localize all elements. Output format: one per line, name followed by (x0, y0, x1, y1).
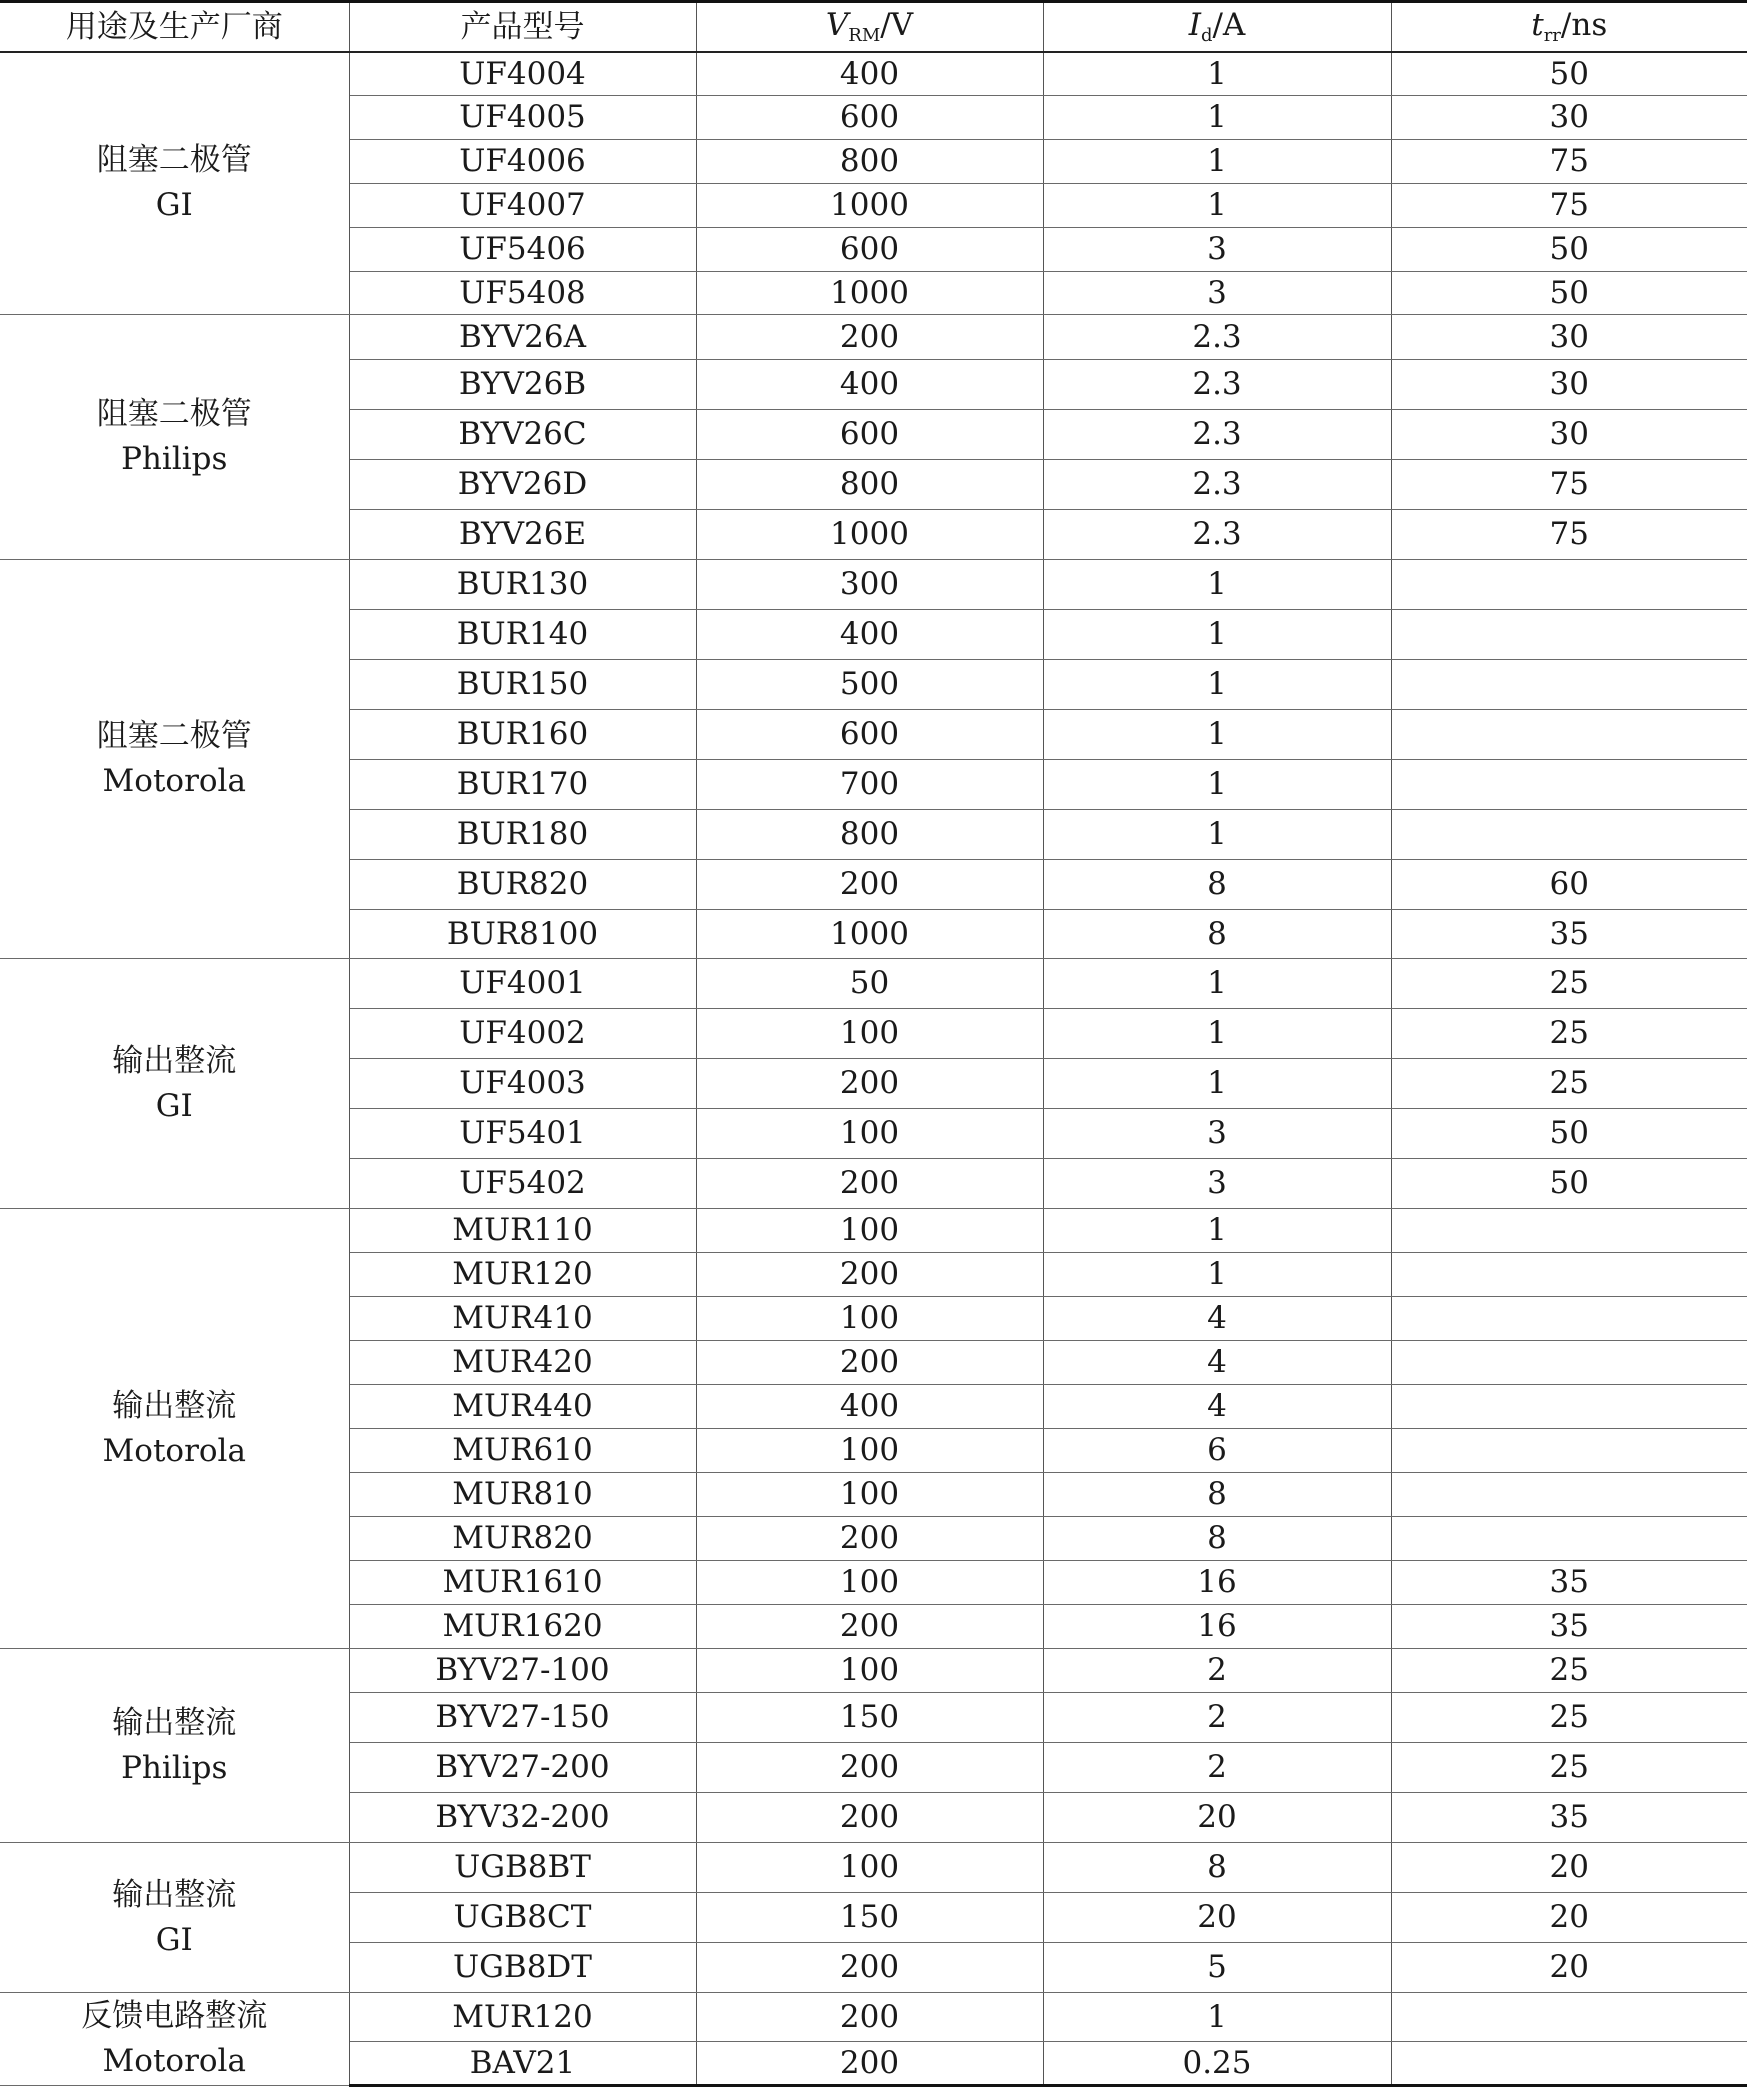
cell-id: 3 (1043, 272, 1391, 315)
header-model: 产品型号 (349, 2, 696, 52)
cell-vrm: 100 (696, 1109, 1043, 1159)
cell-id: 1 (1043, 810, 1391, 860)
group-purpose: 输出整流 (112, 1704, 237, 1741)
cell-vrm: 200 (696, 1793, 1043, 1843)
cell-trr (1391, 1385, 1747, 1429)
cell-model: MUR1610 (349, 1561, 696, 1605)
cell-model: MUR120 (349, 1253, 696, 1297)
cell-model: BYV27-200 (349, 1743, 696, 1793)
cell-trr: 50 (1391, 52, 1747, 96)
table-row (0, 1209, 1747, 1253)
cell-vrm: 500 (696, 660, 1043, 710)
cell-trr: 50 (1391, 228, 1747, 272)
cell-vrm: 100 (696, 1561, 1043, 1605)
cell-id: 1 (1043, 959, 1391, 1009)
group-maker: Philips (121, 441, 228, 477)
cell-vrm: 100 (696, 1297, 1043, 1341)
cell-vrm: 200 (696, 1253, 1043, 1297)
table-row (0, 315, 1747, 360)
cell-trr: 20 (1391, 1893, 1747, 1943)
cell-model: UF5408 (349, 272, 696, 315)
cell-trr (1391, 1473, 1747, 1517)
cell-id: 8 (1043, 860, 1391, 910)
cell-vrm: 100 (696, 1429, 1043, 1473)
group-purpose: 输出整流 (112, 1876, 237, 1913)
cell-id: 16 (1043, 1605, 1391, 1649)
cell-trr: 35 (1391, 1561, 1747, 1605)
group-cell (0, 1843, 349, 1993)
cell-trr: 30 (1391, 410, 1747, 460)
cell-vrm: 1000 (696, 910, 1043, 959)
group-purpose: 阻塞二极管 (96, 142, 252, 179)
cell-model: UF4004 (349, 52, 696, 96)
cell-model: BUR8100 (349, 910, 696, 959)
cell-model: BYV26E (349, 510, 696, 560)
cell-vrm: 800 (696, 140, 1043, 184)
cell-model: MUR110 (349, 1209, 696, 1253)
cell-id: 1 (1043, 1059, 1391, 1109)
cell-model: MUR1620 (349, 1605, 696, 1649)
cell-id: 2.3 (1043, 360, 1391, 410)
id-subscript: d (1200, 24, 1213, 46)
cell-id: 2.3 (1043, 410, 1391, 460)
cell-id: 4 (1043, 1341, 1391, 1385)
cell-id: 20 (1043, 1793, 1391, 1843)
group-maker: Motorola (102, 2043, 246, 2079)
cell-id: 2 (1043, 1649, 1391, 1693)
cell-trr (1391, 1341, 1747, 1385)
cell-vrm: 1000 (696, 510, 1043, 560)
table-row (0, 560, 1747, 610)
cell-id: 1 (1043, 760, 1391, 810)
cell-vrm: 200 (696, 1159, 1043, 1209)
cell-vrm: 600 (696, 410, 1043, 460)
group-cell (0, 1993, 349, 2086)
cell-id: 6 (1043, 1429, 1391, 1473)
cell-trr: 75 (1391, 460, 1747, 510)
cell-trr: 75 (1391, 184, 1747, 228)
cell-id: 3 (1043, 228, 1391, 272)
cell-id: 1 (1043, 140, 1391, 184)
table-row (0, 1649, 1747, 1693)
cell-id: 8 (1043, 1517, 1391, 1561)
cell-vrm: 700 (696, 760, 1043, 810)
cell-vrm: 200 (696, 315, 1043, 360)
cell-vrm: 400 (696, 1385, 1043, 1429)
cell-model: BUR180 (349, 810, 696, 860)
group-cell (0, 1649, 349, 1843)
group-cell (0, 560, 349, 959)
cell-id: 3 (1043, 1159, 1391, 1209)
cell-model: UF4001 (349, 959, 696, 1009)
cell-trr: 25 (1391, 1693, 1747, 1743)
header-id (1043, 2, 1391, 52)
cell-model: UF4007 (349, 184, 696, 228)
header-vrm (696, 2, 1043, 52)
cell-model: BUR140 (349, 610, 696, 660)
cell-vrm: 100 (696, 1473, 1043, 1517)
cell-vrm: 600 (696, 96, 1043, 140)
cell-model: MUR420 (349, 1341, 696, 1385)
cell-trr: 75 (1391, 140, 1747, 184)
cell-trr (1391, 660, 1747, 710)
cell-model: MUR810 (349, 1473, 696, 1517)
cell-vrm: 200 (696, 1943, 1043, 1993)
cell-model: BYV32-200 (349, 1793, 696, 1843)
cell-model: MUR440 (349, 1385, 696, 1429)
cell-id: 1 (1043, 710, 1391, 760)
cell-id: 1 (1043, 1993, 1391, 2042)
table-row (0, 1843, 1747, 1893)
cell-model: MUR120 (349, 1993, 696, 2042)
cell-trr: 30 (1391, 96, 1747, 140)
cell-vrm: 200 (696, 1605, 1043, 1649)
cell-id: 4 (1043, 1385, 1391, 1429)
cell-trr: 20 (1391, 1843, 1747, 1893)
vrm-unit: /V (880, 6, 914, 43)
cell-trr: 35 (1391, 910, 1747, 959)
cell-model: UGB8BT (349, 1843, 696, 1893)
cell-id: 2.3 (1043, 460, 1391, 510)
cell-model: BUR170 (349, 760, 696, 810)
cell-id: 20 (1043, 1893, 1391, 1943)
group-cell (0, 959, 349, 1209)
cell-trr: 25 (1391, 1009, 1747, 1059)
cell-model: BYV27-150 (349, 1693, 696, 1743)
header-purpose-maker: 用途及生产厂商 (0, 2, 349, 52)
cell-model: UGB8DT (349, 1943, 696, 1993)
cell-id: 0.25 (1043, 2042, 1391, 2086)
cell-model: UF4005 (349, 96, 696, 140)
cell-model: MUR820 (349, 1517, 696, 1561)
cell-trr (1391, 710, 1747, 760)
cell-model: MUR410 (349, 1297, 696, 1341)
cell-id: 8 (1043, 1473, 1391, 1517)
cell-id: 2.3 (1043, 510, 1391, 560)
cell-trr (1391, 610, 1747, 660)
group-maker: Motorola (102, 1432, 246, 1469)
cell-model: UF4003 (349, 1059, 696, 1109)
cell-trr (1391, 1517, 1747, 1561)
cell-model: BYV27-100 (349, 1649, 696, 1693)
group-cell (0, 1209, 349, 1649)
cell-model: UF4006 (349, 140, 696, 184)
group-maker: GI (155, 1921, 193, 1958)
group-maker: GI (155, 1087, 193, 1124)
cell-trr (1391, 1993, 1747, 2042)
table-row (0, 959, 1747, 1009)
cell-model: UGB8CT (349, 1893, 696, 1943)
vrm-subscript: RM (848, 24, 881, 46)
cell-vrm: 150 (696, 1893, 1043, 1943)
group-maker: Motorola (102, 763, 246, 799)
trr-unit: /ns (1560, 6, 1608, 43)
cell-trr: 25 (1391, 959, 1747, 1009)
cell-trr: 75 (1391, 510, 1747, 560)
cell-model: BYV26A (349, 315, 696, 360)
cell-vrm: 1000 (696, 272, 1043, 315)
cell-vrm: 100 (696, 1009, 1043, 1059)
cell-id: 2.3 (1043, 315, 1391, 360)
group-maker: Philips (121, 1749, 228, 1786)
table-header (0, 2, 1747, 52)
cell-vrm: 400 (696, 610, 1043, 660)
trr-symbol: t (1531, 6, 1544, 43)
cell-trr: 50 (1391, 272, 1747, 315)
cell-id: 1 (1043, 96, 1391, 140)
cell-trr: 30 (1391, 315, 1747, 360)
cell-model: MUR610 (349, 1429, 696, 1473)
cell-vrm: 200 (696, 1341, 1043, 1385)
id-unit: /A (1212, 6, 1246, 43)
group-cell (0, 315, 349, 560)
cell-trr (1391, 1429, 1747, 1473)
cell-id: 16 (1043, 1561, 1391, 1605)
cell-vrm: 200 (696, 2042, 1043, 2086)
cell-vrm: 400 (696, 360, 1043, 410)
cell-id: 1 (1043, 1009, 1391, 1059)
cell-model: UF4002 (349, 1009, 696, 1059)
cell-id: 2 (1043, 1743, 1391, 1793)
cell-id: 8 (1043, 1843, 1391, 1893)
group-purpose: 输出整流 (112, 1387, 237, 1424)
header-trr (1391, 2, 1747, 52)
cell-vrm: 800 (696, 810, 1043, 860)
cell-model: UF5402 (349, 1159, 696, 1209)
cell-id: 3 (1043, 1109, 1391, 1159)
cell-trr: 35 (1391, 1605, 1747, 1649)
cell-vrm: 150 (696, 1693, 1043, 1743)
cell-model: BUR130 (349, 560, 696, 610)
cell-trr: 20 (1391, 1943, 1747, 1993)
cell-trr: 60 (1391, 860, 1747, 910)
group-purpose: 输出整流 (112, 1042, 237, 1079)
table-row (0, 52, 1747, 96)
vrm-symbol: V (825, 6, 849, 43)
cell-trr (1391, 1209, 1747, 1253)
cell-id: 8 (1043, 910, 1391, 959)
cell-model: BYV26D (349, 460, 696, 510)
cell-vrm: 300 (696, 560, 1043, 610)
cell-vrm: 200 (696, 1059, 1043, 1109)
cell-trr: 25 (1391, 1743, 1747, 1793)
cell-trr: 30 (1391, 360, 1747, 410)
cell-vrm: 200 (696, 1993, 1043, 2042)
cell-vrm: 100 (696, 1649, 1043, 1693)
cell-id: 4 (1043, 1297, 1391, 1341)
cell-id: 1 (1043, 1209, 1391, 1253)
cell-trr (1391, 760, 1747, 810)
cell-model: BUR160 (349, 710, 696, 760)
group-purpose: 阻塞二极管 (96, 396, 252, 433)
cell-trr: 35 (1391, 1793, 1747, 1843)
group-maker: GI (155, 187, 193, 224)
cell-id: 1 (1043, 1253, 1391, 1297)
cell-model: BYV26B (349, 360, 696, 410)
cell-id: 1 (1043, 184, 1391, 228)
table-body (0, 52, 1747, 2086)
cell-model: BUR820 (349, 860, 696, 910)
cell-id: 1 (1043, 610, 1391, 660)
trr-subscript: rr (1543, 24, 1561, 46)
cell-trr (1391, 2042, 1747, 2086)
cell-vrm: 50 (696, 959, 1043, 1009)
cell-trr: 25 (1391, 1649, 1747, 1693)
cell-vrm: 600 (696, 228, 1043, 272)
header-row (0, 2, 1747, 52)
cell-model: UF5401 (349, 1109, 696, 1159)
cell-id: 1 (1043, 52, 1391, 96)
cell-trr (1391, 560, 1747, 610)
cell-vrm: 1000 (696, 184, 1043, 228)
cell-id: 1 (1043, 560, 1391, 610)
cell-model: BYV26C (349, 410, 696, 460)
cell-id: 5 (1043, 1943, 1391, 1993)
cell-trr: 25 (1391, 1059, 1747, 1109)
group-purpose: 阻塞二极管 (96, 718, 252, 755)
cell-vrm: 200 (696, 1743, 1043, 1793)
cell-trr: 50 (1391, 1109, 1747, 1159)
cell-model: BAV21 (349, 2042, 696, 2086)
cell-trr: 50 (1391, 1159, 1747, 1209)
cell-trr (1391, 1253, 1747, 1297)
cell-trr (1391, 810, 1747, 860)
cell-vrm: 600 (696, 710, 1043, 760)
cell-id: 1 (1043, 660, 1391, 710)
cell-vrm: 800 (696, 460, 1043, 510)
group-purpose: 反馈电路整流 (81, 1998, 268, 2035)
cell-vrm: 200 (696, 860, 1043, 910)
cell-vrm: 400 (696, 52, 1043, 96)
cell-id: 2 (1043, 1693, 1391, 1743)
cell-model: BUR150 (349, 660, 696, 710)
cell-trr (1391, 1297, 1747, 1341)
cell-vrm: 100 (696, 1843, 1043, 1893)
cell-vrm: 100 (696, 1209, 1043, 1253)
id-symbol: I (1188, 6, 1201, 43)
cell-model: UF5406 (349, 228, 696, 272)
table-row (0, 1993, 1747, 2042)
group-cell (0, 52, 349, 315)
cell-vrm: 200 (696, 1517, 1043, 1561)
